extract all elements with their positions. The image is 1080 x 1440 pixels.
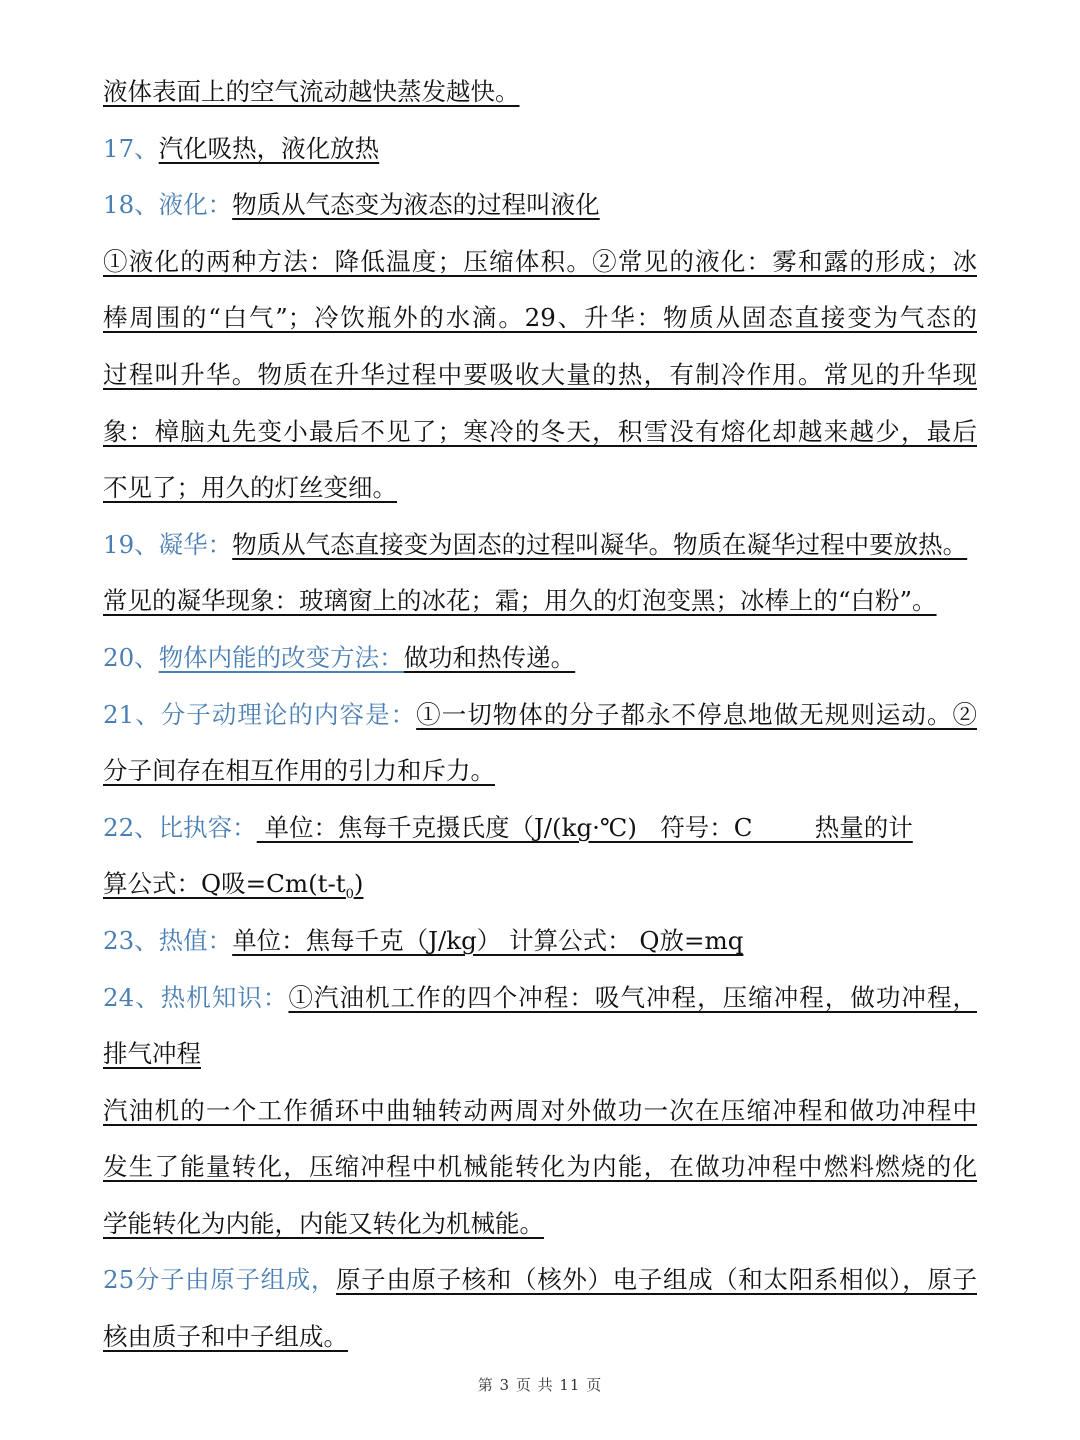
item-body: 汽化吸热，液化放热 (158, 133, 380, 163)
item-18 (103, 177, 977, 234)
item-body: 做功和热传递。 (403, 642, 576, 672)
text-line (103, 64, 977, 121)
item-20 (103, 630, 977, 687)
item-24 (103, 970, 977, 1027)
text-line (103, 856, 977, 913)
text-line (103, 460, 977, 517)
text-line (103, 404, 977, 461)
text-line (103, 290, 977, 347)
line-text: 象：樟脑丸先变小最后不见了；寒冷的冬天，积雪没有熔化却越来越少，最后 (103, 416, 977, 446)
item-body: 原子由原子核和（核外）电子组成（和太阳系相似），原子 (336, 1265, 977, 1295)
text-line (103, 1196, 977, 1253)
item-heading: 23、热值： (103, 925, 233, 955)
item-body: ①汽油机工作的四个冲程：吸气冲程，压缩冲程，做功冲程， (288, 982, 977, 1012)
item-heading: 22、比执容： (103, 812, 257, 842)
line-text: 棒周围的“白气”；冷饮瓶外的水滴。29、升华：物质从固态直接变为气态的 (103, 303, 977, 333)
item-22 (103, 800, 977, 857)
formula-main: 算公式：Q吸=Cm(t-t (103, 869, 346, 899)
item-heading: 25分子由原子组成， (103, 1265, 337, 1295)
item-heading: 18、液化： (103, 190, 233, 220)
item-body: 物质从气态变为液态的过程叫液化 (232, 190, 600, 220)
text-line (103, 573, 977, 630)
line-text: 常见的凝华现象：玻璃窗上的冰花；霜；用久的灯泡变黑；冰棒上的“白粉”。 (103, 586, 937, 616)
line-text: 液体表面上的空气流动越快蒸发越快。 (103, 77, 520, 106)
line-text: 分子间存在相互作用的引力和斥力。 (103, 756, 495, 786)
line-text: 学能转化为内能，内能又转化为机械能。 (103, 1208, 544, 1238)
item-21 (103, 687, 977, 744)
text-line (103, 347, 977, 404)
line-text: 发生了能量转化，压缩冲程中机械能转化为内能，在做功冲程中燃料燃烧的化 (103, 1152, 977, 1182)
item-body: ①一切物体的分子都永不停息地做无规则运动。② (416, 699, 977, 729)
text-line (103, 1309, 977, 1366)
text-line (103, 1083, 977, 1140)
item-number: 20、 (103, 642, 159, 672)
item-25 (103, 1252, 977, 1309)
text-line (103, 1026, 977, 1083)
formula-text (103, 869, 364, 903)
document-body (103, 64, 977, 1366)
text-line (103, 234, 977, 291)
item-body: 物质从气态直接变为固态的过程叫凝华。物质在凝华过程中要放热。 (232, 529, 968, 559)
line-text: ①液化的两种方法：降低温度；压缩体积。②常见的液化：雾和露的形成；冰 (103, 246, 977, 276)
item-heading: 物体内能的改变方法： (158, 642, 404, 672)
formula-end: ) (353, 869, 364, 899)
page-footer: 第 3 页 共 11 页 (477, 1376, 603, 1394)
item-17 (103, 121, 977, 178)
line-text: 排气冲程 (103, 1039, 201, 1069)
line-text: 不见了；用久的灯丝变细。 (103, 473, 397, 503)
item-body: 单位：焦每千克摄氏度（J/(kg·℃) 符号：C 热量的计 (256, 812, 913, 842)
item-heading: 19、凝华： (103, 529, 233, 559)
line-text: 过程叫升华。物质在升华过程中要吸收大量的热，有制冷作用。常见的升华现 (103, 359, 977, 389)
item-19 (103, 517, 977, 574)
text-line (103, 1139, 977, 1196)
item-number: 17、 (103, 133, 159, 163)
item-heading: 21、分子动理论的内容是： (103, 699, 417, 729)
item-body: 单位：焦每千克（J/kg） 计算公式： Q放=mq (232, 925, 744, 955)
line-text: 汽油机的一个工作循环中曲轴转动两周对外做功一次在压缩冲程和做功冲程中 (103, 1095, 977, 1125)
line-text: 核由质子和中子组成。 (103, 1322, 348, 1352)
item-heading: 24、热机知识： (103, 982, 289, 1012)
item-23 (103, 913, 977, 970)
formula-subscript: 0 (345, 887, 354, 903)
text-line (103, 743, 977, 800)
